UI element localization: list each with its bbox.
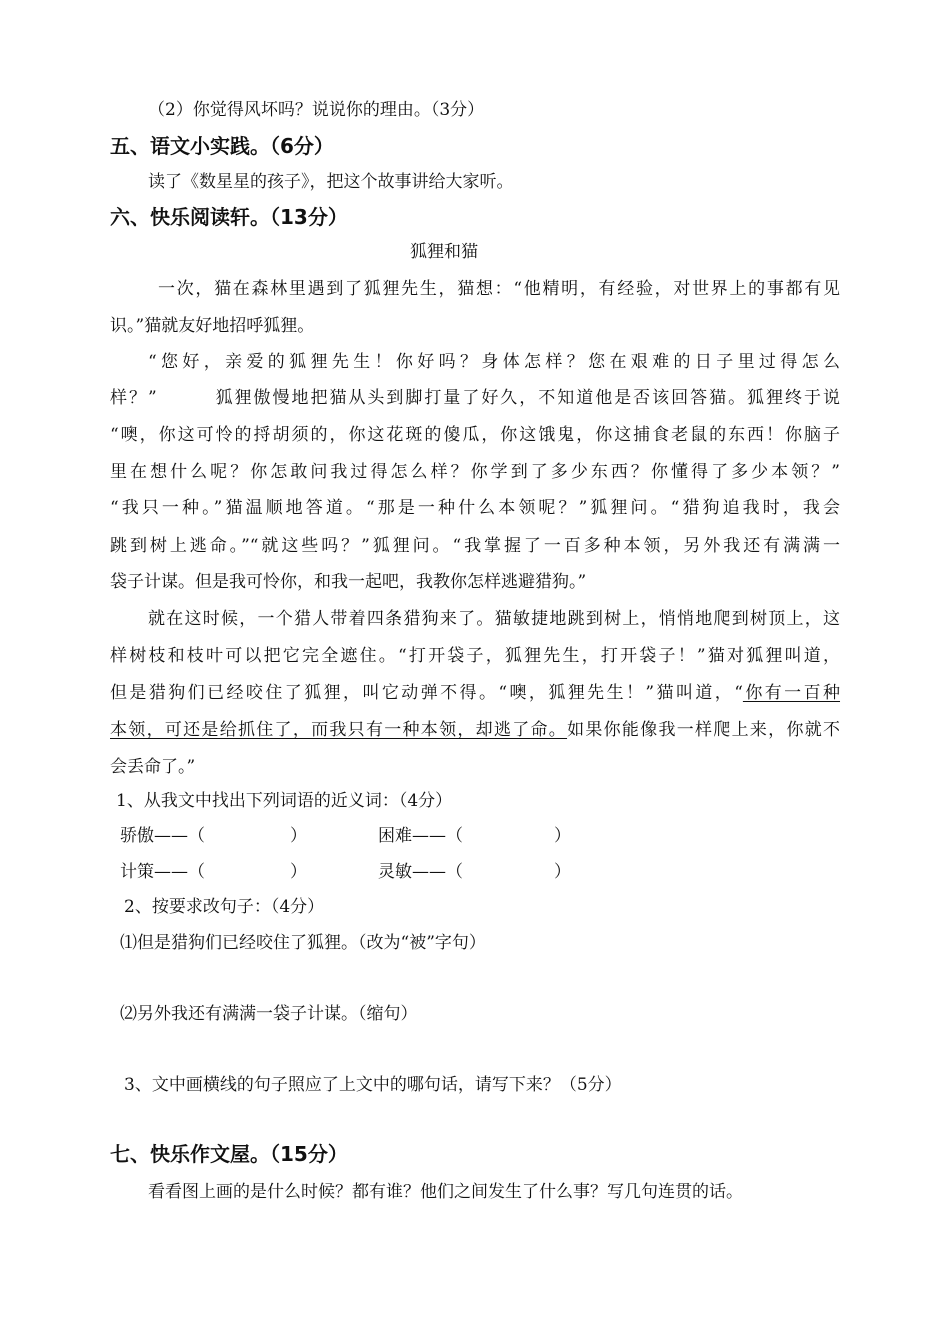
story-line: “我只一种。”猫温顺地答道。“那是一种什么本领呢？”狐狸问。“猎狗追我时，我会 xyxy=(110,498,840,518)
top-question: （2）你觉得风坏吗？说说你的理由。（3分） xyxy=(148,100,485,120)
q1-prompt: 1、从我文中找出下列词语的近义词：（4分） xyxy=(116,791,453,811)
story-line xyxy=(110,718,840,742)
story-line: 样？” 狐狸傲慢地把猫从头到脚打量了好久，不知道他是否该回答猫。狐狸终于说 xyxy=(110,388,840,408)
story-line: 会丢命了。” xyxy=(110,757,196,777)
synonym-close: ） xyxy=(290,826,307,846)
story-line xyxy=(110,681,840,705)
synonym-word: 骄傲——（ xyxy=(120,826,205,846)
story-text: 如果你能像我一样爬上来，你就不 xyxy=(567,720,841,740)
synonym-word: 困难——（ xyxy=(378,826,463,846)
story-text: 但是猎狗们已经咬住了狐狸，叫它动弹不得。“噢，狐狸先生！”猫叫道，“ xyxy=(110,683,743,703)
synonym-word: 灵敏——（ xyxy=(378,862,463,882)
story-line: “您好，亲爱的狐狸先生！你好吗？身体怎样？您在艰难的日子里过得怎么 xyxy=(148,352,840,372)
section5-text: 读了《数星星的孩子》，把这个故事讲给大家听。 xyxy=(148,172,514,192)
q2-prompt: 2、按要求改句子：（4分） xyxy=(124,897,325,917)
synonym-close: ） xyxy=(554,862,571,882)
section6-heading: 六、快乐阅读轩。（13分） xyxy=(110,205,348,229)
q2-b: ⑵另外我还有满满一袋子计谋。（缩句） xyxy=(120,1004,418,1024)
story-title: 狐狸和猫 xyxy=(410,242,478,262)
synonym-close: ） xyxy=(290,862,307,882)
synonym-word: 计策——（ xyxy=(120,862,205,882)
underlined-sentence: 你有一百种 xyxy=(742,683,841,703)
q2-a: ⑴但是猎狗们已经咬住了狐狸。（改为“被”字句） xyxy=(120,933,486,953)
section5-heading: 五、语文小实践。（6分） xyxy=(110,134,334,158)
story-line: “噢，你这可怜的捋胡须的，你这花斑的傻瓜，你这饿鬼，你这捕食老鼠的东西！你脑子 xyxy=(110,425,840,445)
story-line: 袋子计谋。但是我可怜你，和我一起吧，我教你怎样逃避猎狗。” xyxy=(110,572,587,592)
story-line: 样树枝和枝叶可以把它完全遮住。“打开袋子，狐狸先生，打开袋子！”猫对狐狸叫道， xyxy=(110,646,840,666)
story-line: 就在这时候，一个猎人带着四条猎狗来了。猫敏捷地跳到树上，悄悄地爬到树顶上，这 xyxy=(148,609,840,629)
section7-heading: 七、快乐作文屋。（15分） xyxy=(110,1142,348,1166)
story-line: 识。”猫就友好地招呼狐狸。 xyxy=(110,316,315,336)
q3-prompt: 3、文中画横线的句子照应了上文中的哪句话，请写下来？（5分） xyxy=(124,1075,622,1095)
underlined-sentence: 本领，可还是给抓住了，而我只有一种本领，却逃了命。 xyxy=(110,720,568,740)
synonym-item xyxy=(120,824,307,848)
synonym-close: ） xyxy=(554,826,571,846)
story-line: 一次，猫在森林里遇到了狐狸先生，猫想：“他精明，有经验，对世界上的事都有见 xyxy=(158,279,840,299)
story-line: 跳到树上逃命。”“就这些吗？”狐狸问。“我掌握了一百多种本领，另外我还有满满一 xyxy=(110,536,840,556)
synonym-item xyxy=(120,860,307,884)
story-line: 里在想什么呢？你怎敢问我过得怎么样？你学到了多少东西？你懂得了多少本领？” xyxy=(110,462,840,482)
synonym-item xyxy=(378,824,571,848)
section7-text: 看看图上画的是什么时候？都有谁？他们之间发生了什么事？写几句连贯的话。 xyxy=(148,1182,743,1202)
synonym-item xyxy=(378,860,571,884)
